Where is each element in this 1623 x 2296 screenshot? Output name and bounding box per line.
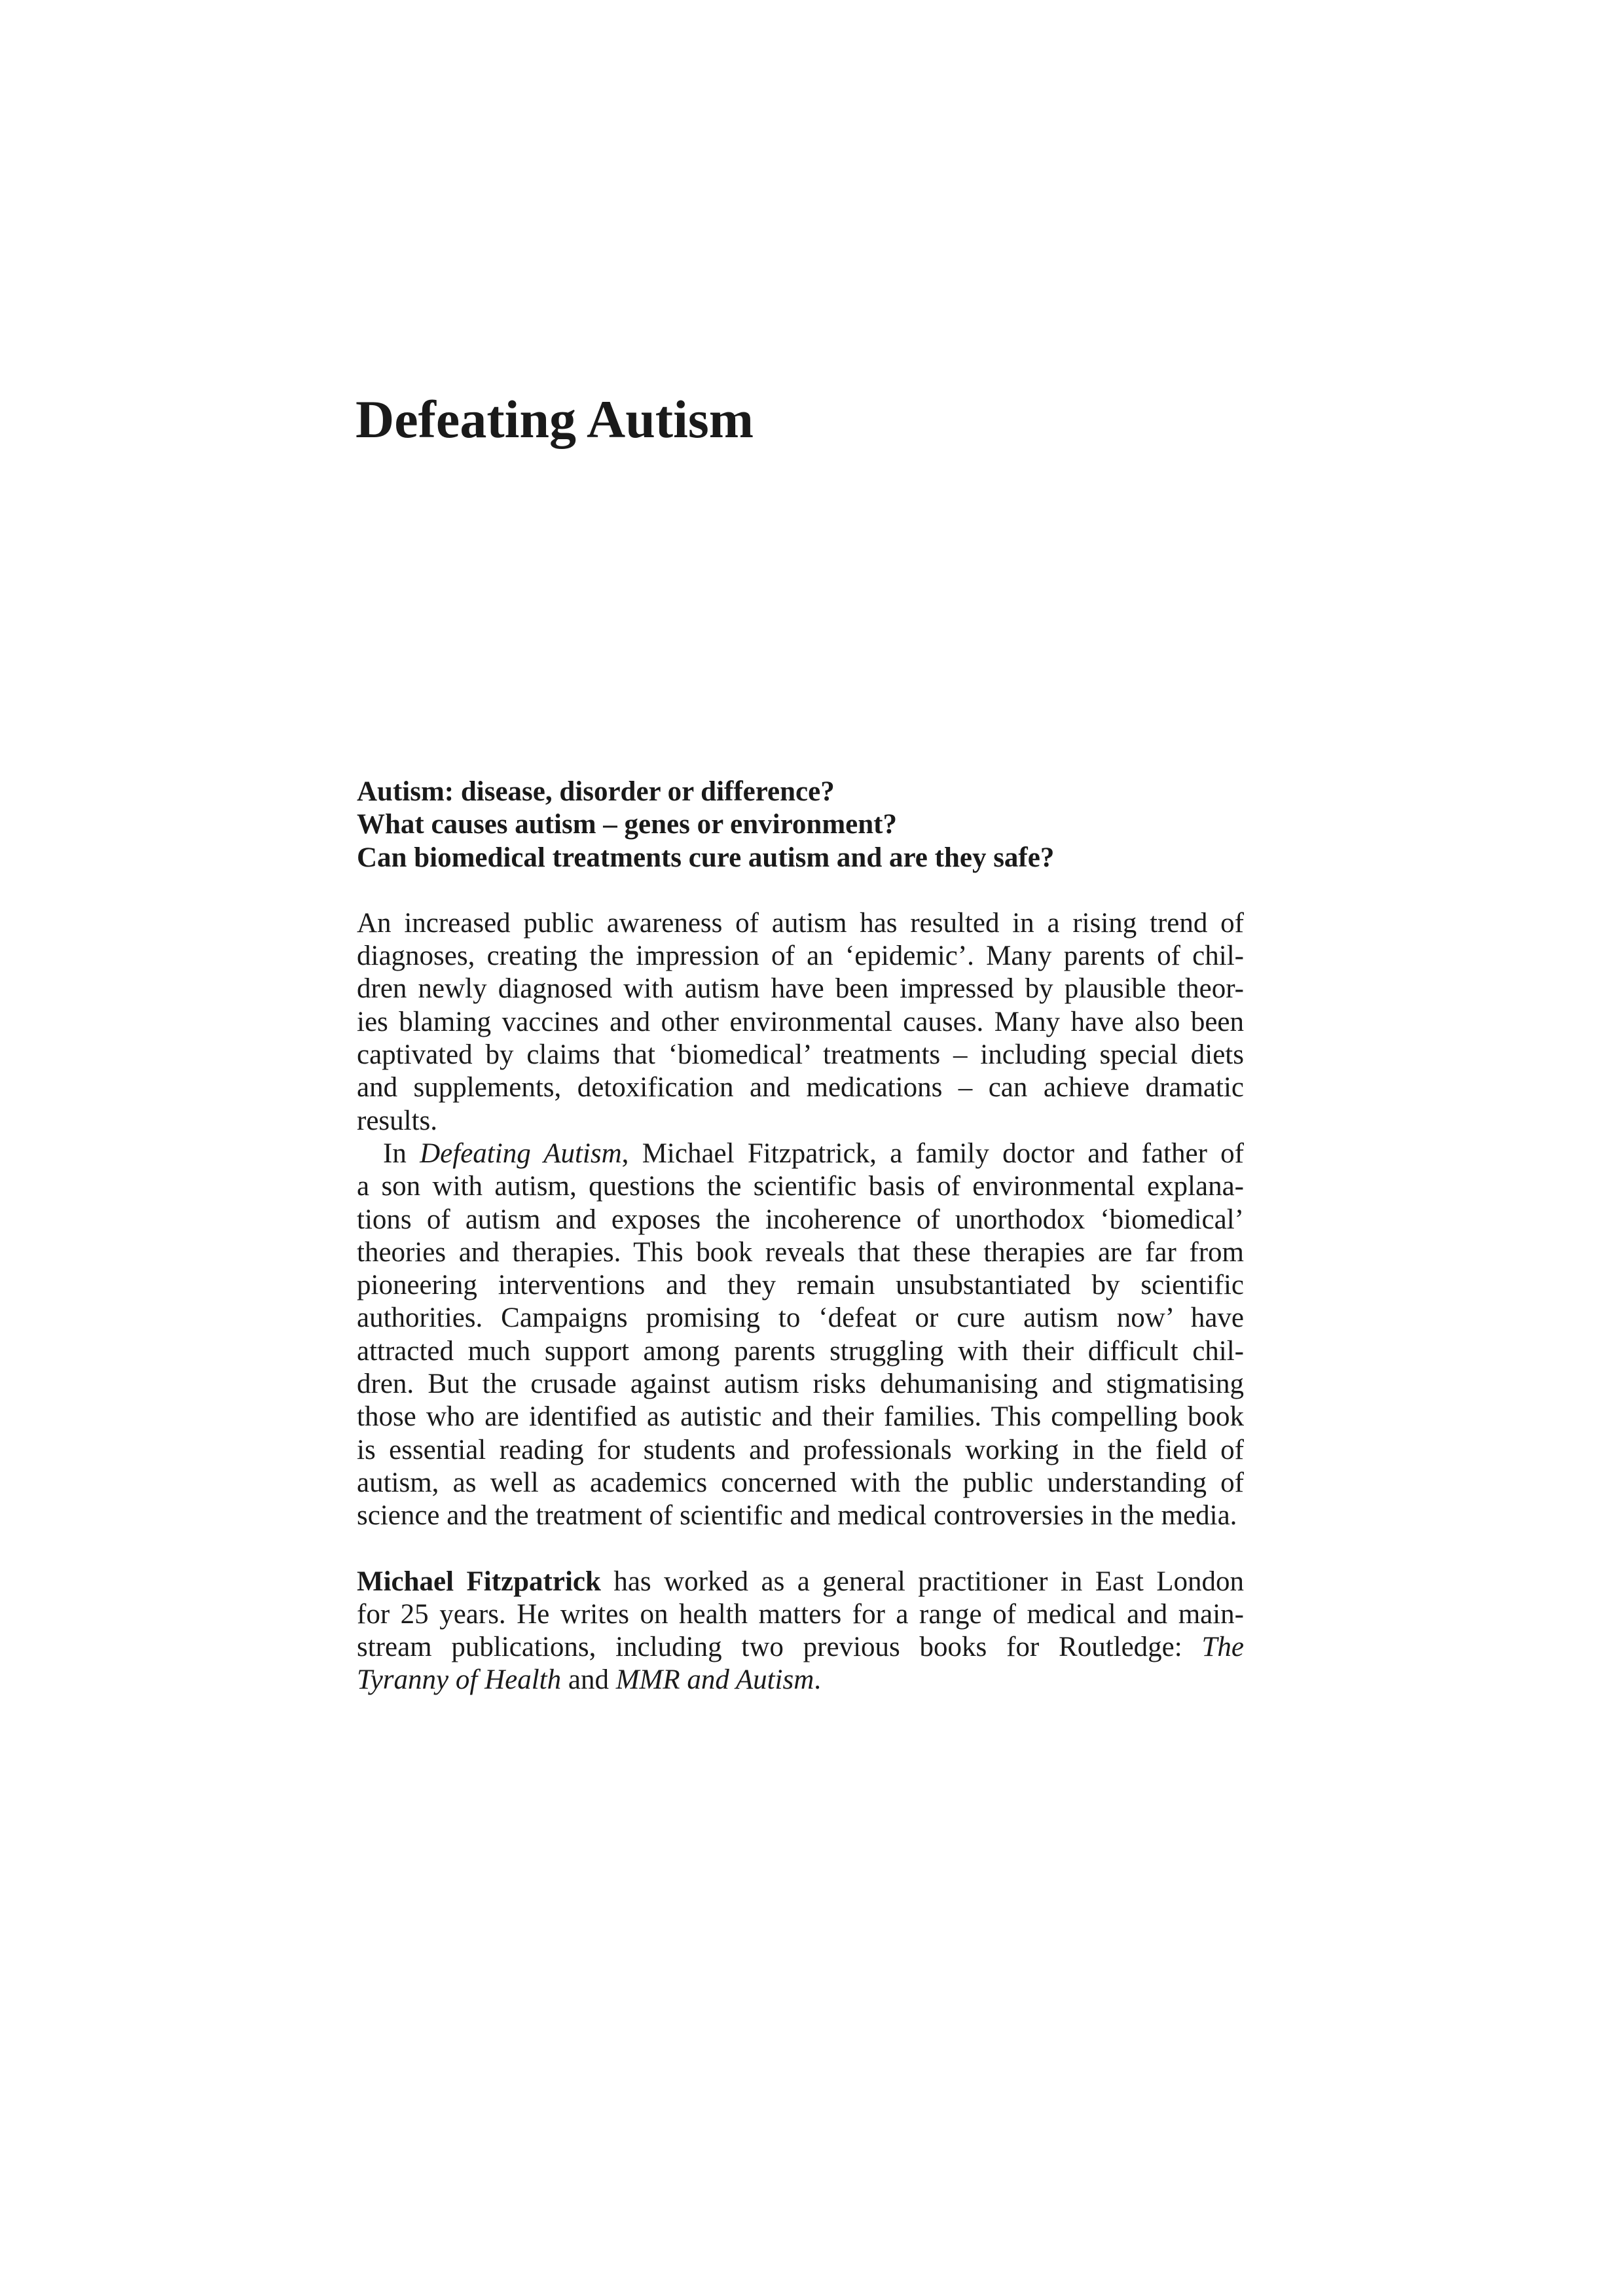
paragraph-line: authorities. Campaigns promising to ‘defeat or cure autism now’ have bbox=[357, 1302, 1244, 1334]
question-item: Can biomedical treatments cure autism and are they safe? bbox=[357, 842, 1055, 873]
paragraph-line: dren newly diagnosed with autism have been impressed by plausible theor- bbox=[357, 973, 1244, 1005]
paragraph-line bbox=[357, 1664, 1244, 1696]
line-text: and bbox=[561, 1664, 616, 1696]
paragraph-line bbox=[357, 1138, 1244, 1170]
book-title-italic: Defeating Autism bbox=[420, 1138, 622, 1169]
paragraph-line: is essential reading for students and professionals working in the field of bbox=[357, 1434, 1244, 1465]
paragraph-line: and supplements, detoxification and medications – can achieve dramatic bbox=[357, 1072, 1244, 1103]
line-text: stream publications, including two previous books for Routledge: bbox=[357, 1632, 1202, 1663]
paragraph-line: captivated by claims that ‘biomedical’ treatments – including special diets bbox=[357, 1039, 1244, 1071]
line-text: , Michael Fitzpatrick, a family doctor and father of bbox=[621, 1138, 1244, 1169]
paragraph-line: autism, as well as academics concerned with the public understanding of bbox=[357, 1467, 1244, 1498]
book-title-italic: The bbox=[1201, 1632, 1244, 1663]
paragraph-line: An increased public awareness of autism has resulted in a rising trend of bbox=[357, 907, 1244, 939]
paragraph-line: for 25 years. He writes on health matters for a range of medical and main- bbox=[357, 1598, 1244, 1630]
line-text: has worked as a general practitioner in East London bbox=[600, 1566, 1244, 1597]
author-bio bbox=[357, 1566, 1244, 1697]
question-item: Autism: disease, disorder or difference? bbox=[357, 776, 835, 807]
paragraph-line: science and the treatment of scientific and medical controversies in the media. bbox=[357, 1500, 1237, 1532]
paragraph-line: those who are identified as autistic and their families. This compelling book bbox=[357, 1401, 1244, 1433]
back-cover-blurb bbox=[357, 776, 1244, 1697]
paragraph-line bbox=[357, 1566, 1244, 1598]
book-title-italic: MMR and Autism bbox=[615, 1664, 814, 1696]
paragraph-line: diagnoses, creating the impression of an ‘epidemic’. Many parents of chil- bbox=[357, 941, 1244, 972]
paragraph-line: theories and therapies. This book reveals that these therapies are far from bbox=[357, 1236, 1244, 1268]
paragraph-line: tions of autism and exposes the incoherence of unorthodox ‘biomedical’ bbox=[357, 1204, 1244, 1235]
paragraph-line: pioneering interventions and they remain unsubstantiated by scientific bbox=[357, 1270, 1244, 1301]
paragraph-line: dren. But the crusade against autism risks dehumanising and stigmatising bbox=[357, 1369, 1244, 1400]
paragraph-line: attracted much support among parents struggling with their difficult chil- bbox=[357, 1335, 1244, 1367]
book-title: Defeating Autism bbox=[356, 389, 754, 449]
paragraph-line: a son with autism, questions the scientific basis of environmental explana- bbox=[357, 1171, 1244, 1202]
description-paragraph bbox=[357, 1138, 1244, 1533]
paragraph-line: ies blaming vaccines and other environmental causes. Many have also been bbox=[357, 1006, 1244, 1037]
question-list bbox=[357, 776, 1244, 874]
line-text: In bbox=[383, 1138, 420, 1169]
line-text: . bbox=[814, 1664, 822, 1696]
question-item: What causes autism – genes or environment? bbox=[357, 809, 897, 840]
author-name: Michael Fitzpatrick bbox=[357, 1566, 601, 1597]
book-title-italic: Tyranny of Health bbox=[357, 1664, 562, 1696]
paragraph-line bbox=[357, 1631, 1244, 1664]
intro-paragraph bbox=[357, 907, 1244, 1138]
paragraph-line: results. bbox=[357, 1105, 438, 1136]
